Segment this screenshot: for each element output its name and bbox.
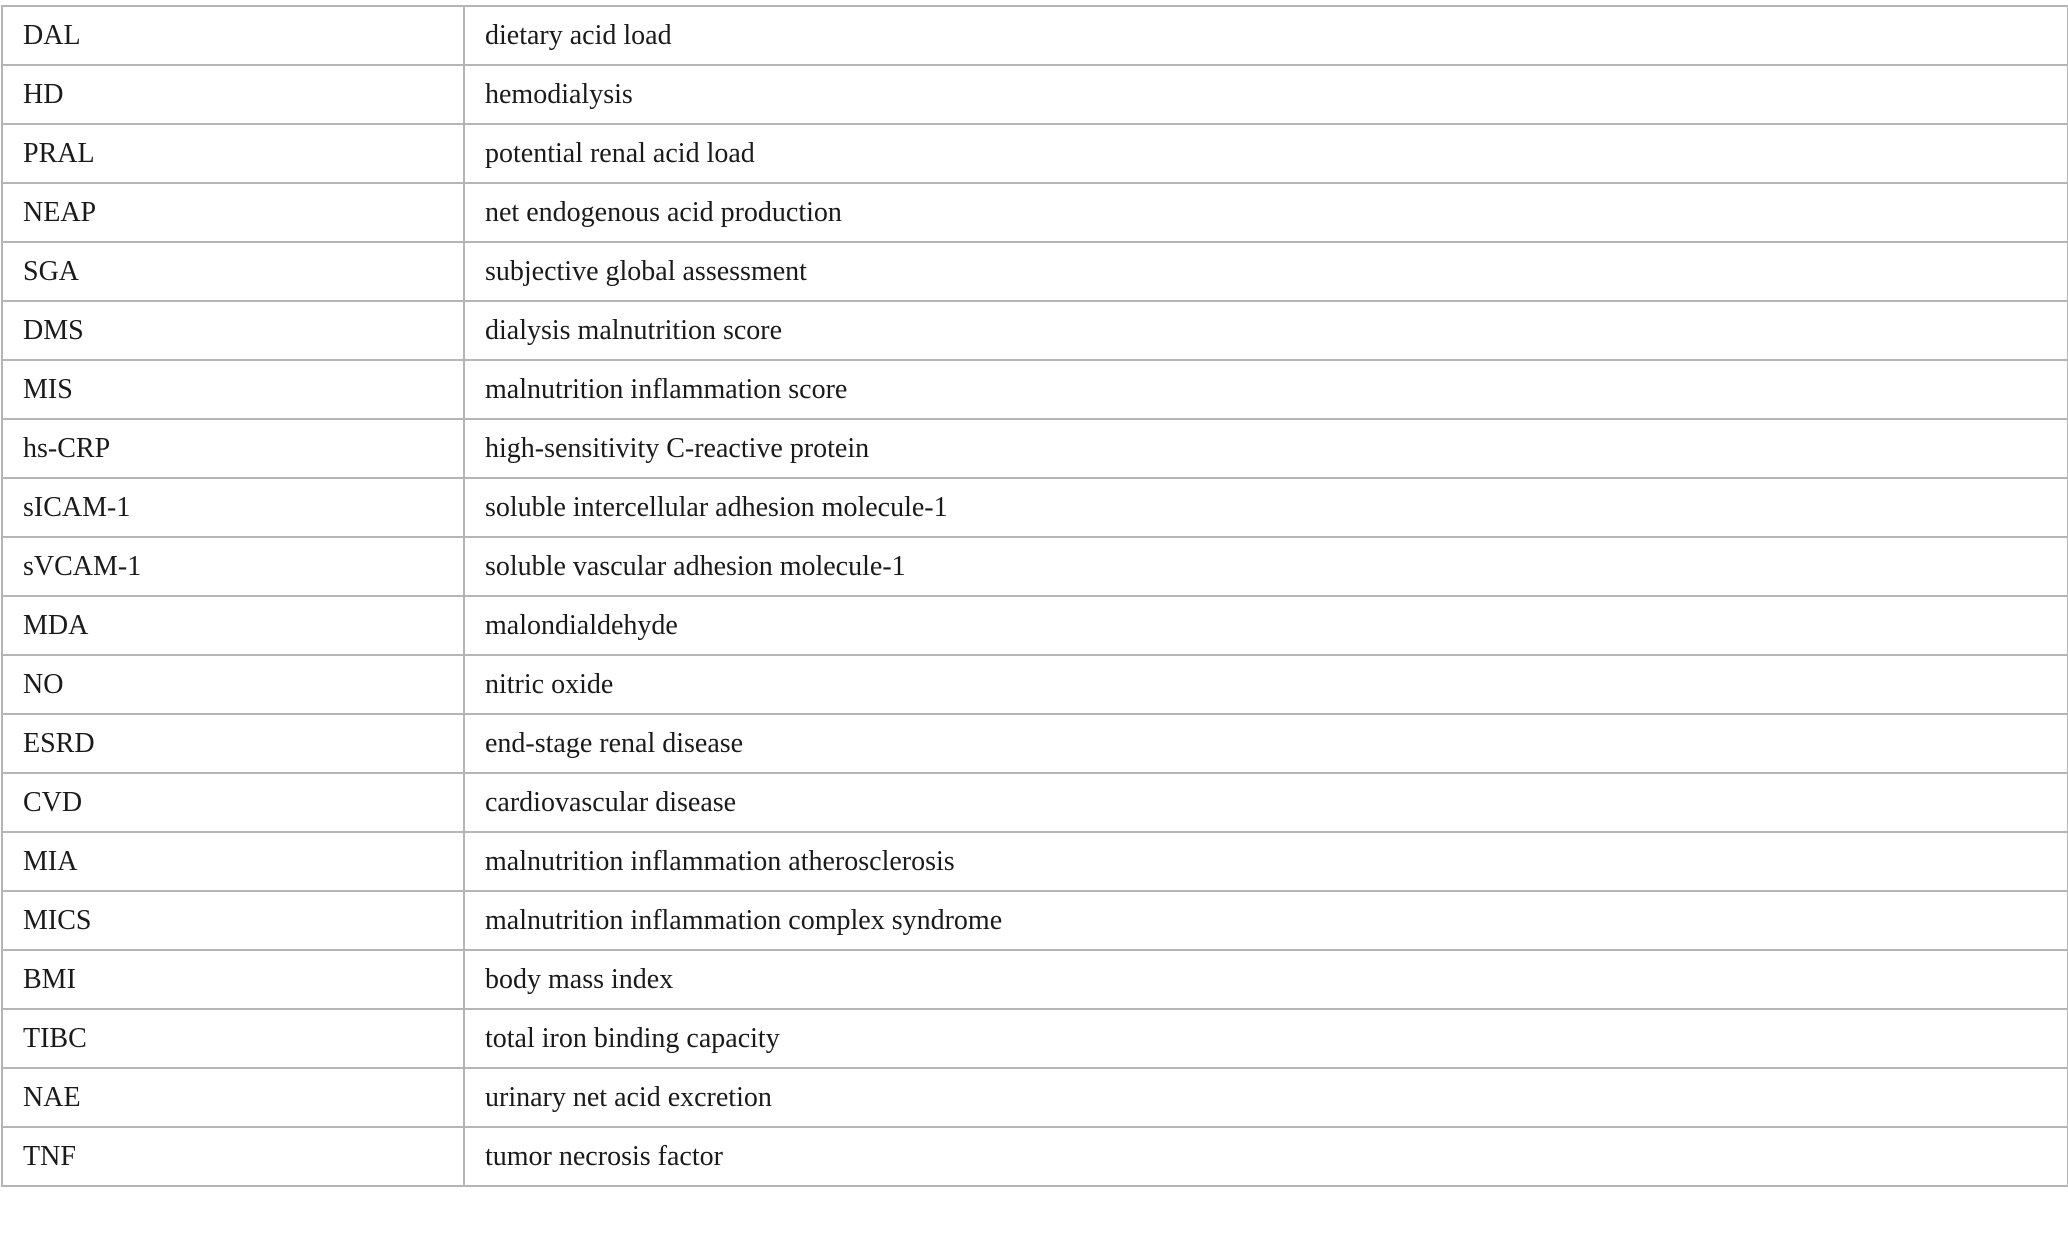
table-row [2, 478, 2068, 537]
table-row [2, 714, 2068, 773]
definition-cell: dietary acid load [464, 6, 2068, 65]
table-row [2, 832, 2068, 891]
abbreviation-cell: MICS [2, 891, 464, 950]
table-row [2, 242, 2068, 301]
definition-cell: malnutrition inflammation atherosclerosis [464, 832, 2068, 891]
table-row [2, 537, 2068, 596]
table-row [2, 950, 2068, 1009]
definition-cell: nitric oxide [464, 655, 2068, 714]
definition-cell: cardiovascular disease [464, 773, 2068, 832]
abbreviations-table [1, 5, 2068, 1187]
definition-cell: malnutrition inflammation score [464, 360, 2068, 419]
abbreviation-cell: SGA [2, 242, 464, 301]
abbreviation-cell: TNF [2, 1127, 464, 1186]
definition-cell: dialysis malnutrition score [464, 301, 2068, 360]
table-row [2, 124, 2068, 183]
definition-cell: urinary net acid excretion [464, 1068, 2068, 1127]
abbreviation-cell: BMI [2, 950, 464, 1009]
abbreviation-cell: sICAM-1 [2, 478, 464, 537]
table-row [2, 360, 2068, 419]
definition-cell: total iron binding capacity [464, 1009, 2068, 1068]
abbreviation-cell: hs-CRP [2, 419, 464, 478]
abbreviations-table-body [2, 6, 2068, 1186]
abbreviation-cell: PRAL [2, 124, 464, 183]
table-row [2, 65, 2068, 124]
table-row [2, 596, 2068, 655]
table-row [2, 183, 2068, 242]
table-row [2, 655, 2068, 714]
definition-cell: potential renal acid load [464, 124, 2068, 183]
definition-cell: soluble vascular adhesion molecule-1 [464, 537, 2068, 596]
table-row [2, 301, 2068, 360]
abbreviation-cell: MIS [2, 360, 464, 419]
abbreviation-cell: NAE [2, 1068, 464, 1127]
abbreviation-cell: NO [2, 655, 464, 714]
table-row [2, 6, 2068, 65]
abbreviation-cell: DAL [2, 6, 464, 65]
definition-cell: high-sensitivity C-reactive protein [464, 419, 2068, 478]
table-row [2, 891, 2068, 950]
table-row [2, 1009, 2068, 1068]
abbreviation-cell: ESRD [2, 714, 464, 773]
abbreviation-cell: sVCAM-1 [2, 537, 464, 596]
abbreviation-cell: TIBC [2, 1009, 464, 1068]
definition-cell: net endogenous acid production [464, 183, 2068, 242]
abbreviation-cell: CVD [2, 773, 464, 832]
table-row [2, 773, 2068, 832]
definition-cell: malondialdehyde [464, 596, 2068, 655]
abbreviation-cell: HD [2, 65, 464, 124]
table-row [2, 1068, 2068, 1127]
table-row [2, 419, 2068, 478]
table-row [2, 1127, 2068, 1186]
definition-cell: malnutrition inflammation complex syndrome [464, 891, 2068, 950]
definition-cell: soluble intercellular adhesion molecule-1 [464, 478, 2068, 537]
abbreviation-cell: MDA [2, 596, 464, 655]
definition-cell: subjective global assessment [464, 242, 2068, 301]
definition-cell: hemodialysis [464, 65, 2068, 124]
abbreviation-cell: DMS [2, 301, 464, 360]
definition-cell: end-stage renal disease [464, 714, 2068, 773]
definition-cell: tumor necrosis factor [464, 1127, 2068, 1186]
definition-cell: body mass index [464, 950, 2068, 1009]
abbreviation-cell: MIA [2, 832, 464, 891]
abbreviation-cell: NEAP [2, 183, 464, 242]
